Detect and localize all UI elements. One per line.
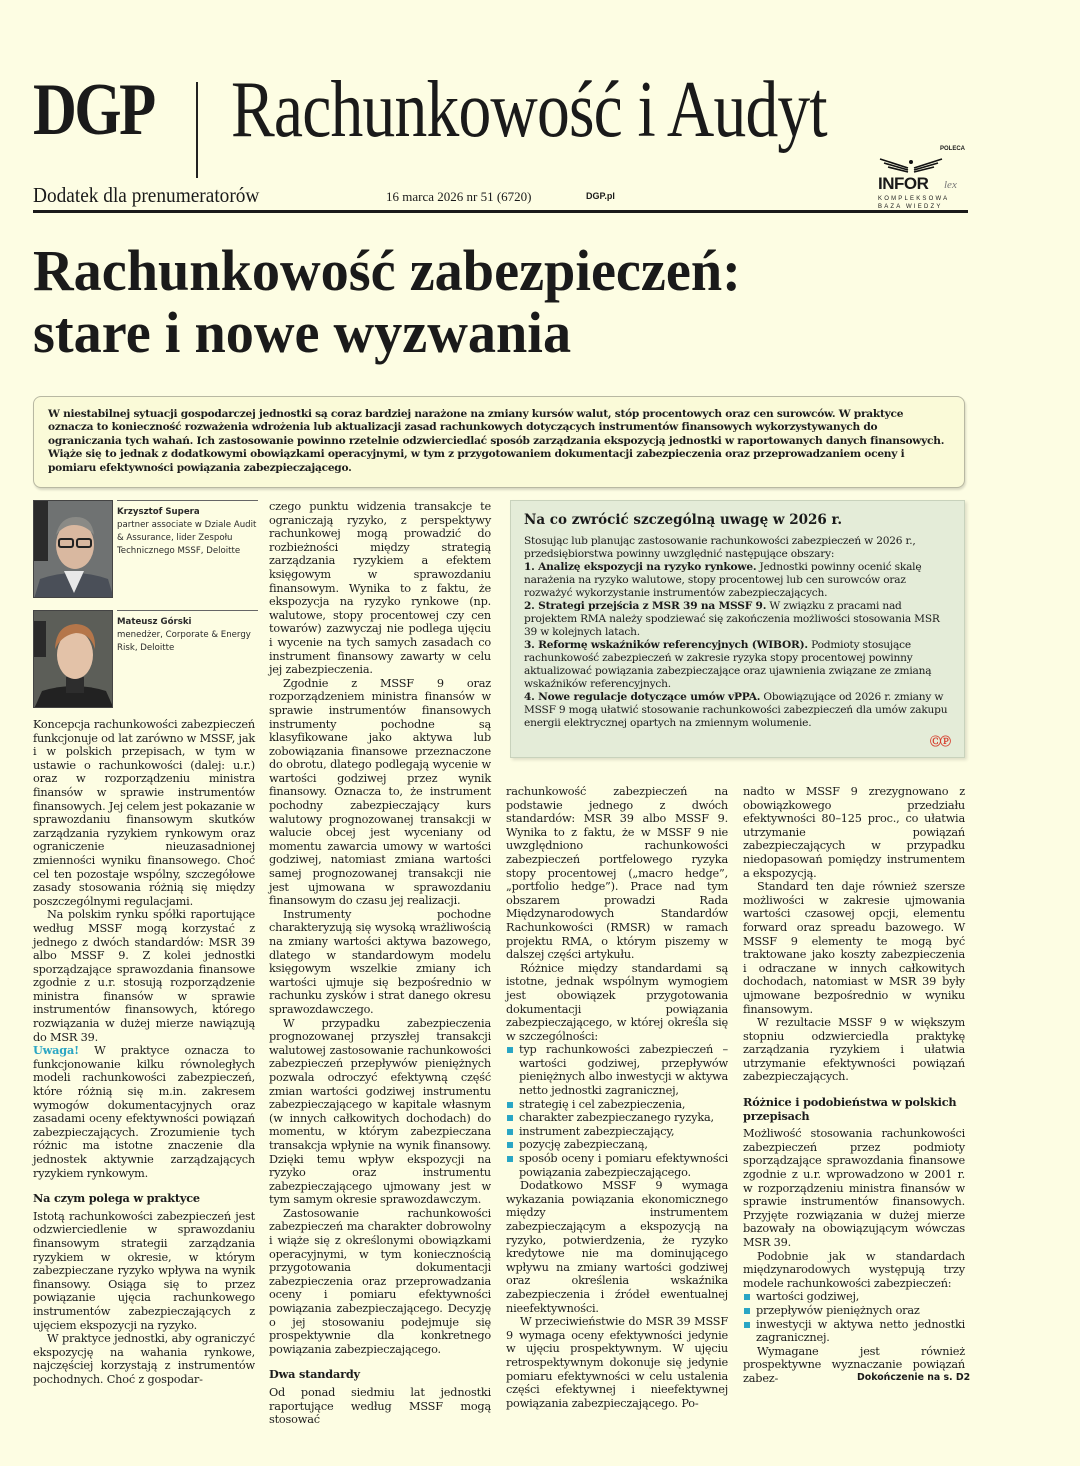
- callout-intro: Stosując lub planując zastosowanie rachunkowości zabezpieczeń w 2026 r., przedsiębiorstwa powinny uwzględnić następujące obszary:: [524, 535, 916, 560]
- list-item: instrument zabezpieczający,: [506, 1125, 728, 1139]
- poleca-label: POLECA: [939, 146, 965, 152]
- infor-name: INFOR: [878, 174, 929, 193]
- paragraph: W rezultacie MSSF 9 w większym stopniu odzwierciedla praktykę zarządzania ryzykiem i ułatwia utrzymanie efektywności powiązań zabezpieczających.: [743, 1016, 965, 1084]
- callout-item: 2. Strategi przejścia z MSR 39 na MSSF 9. W związku z pracami nad projektem RMA należy spodziewać się zakończenia możliwości stosowania MSR 39 w kolejnych latach.: [524, 600, 940, 638]
- paragraph: Na polskim rynku spółki raportujące według MSSF mogą korzystać z jednego z dwóch standardów: MSR 39 albo MSSF 9. Z kolei jednostki sporządzające sprawozdania finansowe zgodnie z u.r. stosują rozporządzenie ministra finansów w sprawie instrumentów finansowych, którego rozwiązania w dużej mierze nawiązują do MSR 39.: [33, 908, 255, 1044]
- issue-date: 16 marca 2026 nr 51 (6720): [386, 189, 532, 204]
- article-column-3: [506, 785, 728, 1410]
- author-photo: [33, 610, 113, 708]
- lex-suffix: lex: [944, 179, 957, 191]
- masthead-divider: [196, 82, 198, 178]
- list-item: przepływów pieniężnych oraz: [743, 1304, 965, 1318]
- author-info: [117, 500, 258, 558]
- paragraph: Możliwość stosowania rachunkowości zabezpieczeń przez podmioty sporządzające sprawozdania finansowe zgodnie z u.r. wprowadzono w 2001 r. w rozporządzeniu ministra finansów w sprawie instrumentów finansowych. Przyjęte rozwiązania w dużej mierze bazowały na obowiązującym wówczas MSR 39.: [743, 1127, 965, 1249]
- paragraph: W przeciwieństwie do MSR 39 MSSF 9 wymaga oceny efektywności jedynie w ujęciu prospektywnym. W ujęciu retrospektywnym dokonuje się jedynie pomiaru efektywności w celu ustalenia części efektywnej i nieefektywnej powiązania zabezpieczającego. Po-: [506, 1315, 728, 1410]
- paragraph: Uwaga! W praktyce oznacza to funkcjonowanie kilku równoległych modeli rachunkowości zabezpieczeń, które różnią się m.in. zakresem wymogów dokumentacyjnych oraz zasadami oceny efektywności powiązań zabezpieczających. Zrozumienie tych różnic ma istotne znaczenie dla jednostek aktywnie zarządzających ryzykiem rynkowym.: [33, 1043, 255, 1180]
- paragraph: Różnice między standardami są istotne, jednak wspólnym wymogiem jest obowiązek przygotowania dokumentacji powiązania zabezpieczającego, w której określa się w szczególności:: [506, 961, 728, 1043]
- article-column-4: [743, 785, 965, 1386]
- portrait-icon: [34, 611, 113, 708]
- website-link[interactable]: DGP.pl: [586, 191, 615, 201]
- paragraph: Koncepcja rachunkowości zabezpieczeń funkcjonuje od lat zarówno w MSSF, jak i w polskich przepisach, w tym w ustawie o rachunkowości (dalej: u.r.) oraz w rozporządzeniu ministra finansów w sprawie instrumentów finansowych. Jej celem jest pokazanie w sprawozdaniu finansowym skutków zarządzania ryzykiem rynkowym oraz ograniczenie nieuzasadnionej zmienności wyniku finansowego. Choć cel ten pozostaje wspólny, szczegółowe zasady stosowania różnią się między poszczególnymi regulacjami.: [33, 718, 255, 908]
- paragraph: Standard ten daje również szersze możliwości w zakresie ujmowania wartości czasowej opcji, elementu forward oraz spreadu bazowego. W MSSF 9 elementy te mogą być traktowane jako koszty zabezpieczenia i odraczane w innych całkowitych dochodach, natomiast w MSR 39 były ujmowane bezpośrednio w wyniku finansowym.: [743, 880, 965, 1016]
- masthead: [33, 66, 973, 154]
- section-heading: Różnice i podobieństwa w polskich przepisach: [743, 1095, 957, 1123]
- section-title: Rachunkowość i Audyt: [231, 66, 827, 154]
- article-headline: Rachunkowość zabezpieczeń: stare i nowe wyzwania: [33, 238, 741, 365]
- paragraph: Od ponad siedmiu lat jednostki raportujące według MSSF mogą stosować: [269, 1386, 491, 1427]
- paragraph: Zgodnie z MSSF 9 oraz rozporządzeniem ministra finansów w sprawie instrumentów finansowych instrumenty pochodne są klasyfikowane jako aktywa lub zobowiązania finansowe przeznaczone do obrotu, dlatego podlegają wycenie w wartości godziwej przez wynik finansowy. Oznacza to, że instrument pochodny zabezpieczający kurs walutowy prognozowanej transakcji w walucie obcej jest wyceniany od momentu zawarcia umowy w wartości godziwej, natomiast zmiana wartości samej prognozowanej transakcji nie jest ujmowana w sprawozdaniu finansowym do czasu jej realizacji.: [269, 676, 491, 908]
- bullet-list: [506, 1043, 728, 1179]
- author-card: [33, 610, 258, 708]
- continuation-note: Dokończenie na s. D2: [857, 1372, 971, 1383]
- paragraph: W praktyce jednostki, aby ograniczyć ekspozycję na wahania rynkowe, najczęściej korzystają z instrumentów pochodnych. Choć z gospodar-: [33, 1332, 255, 1386]
- article-column-2: [269, 500, 491, 1427]
- author-name: Mateusz Górski: [117, 617, 192, 627]
- section-heading: Dwa standardy: [269, 1367, 360, 1382]
- article-lead-box: [33, 396, 965, 488]
- paragraph: nadto w MSSF 9 zrezygnowano z obowiązkowego przedziału efektywności 80–125 proc., co ułatwia utrzymanie powiązań zabezpieczających w przypadku niedopasowań pomiędzy instrumentem a ekspozycją.: [743, 785, 965, 880]
- callout-item: 4. Nowe regulacje dotyczące umów vPPA. Obowiązujące od 2026 r. zmiany w MSSF 9 mogą ułatwić stosowanie rachunkowości zabezpieczeń dla umów zakupu energii elektrycznej opartych na zmiennym wolumenie.: [524, 691, 948, 729]
- paragraph: Podobnie jak w standardach międzynarodowych występują trzy modele rachunkowości zabezpieczeń:: [743, 1249, 965, 1290]
- article-column-1: [33, 718, 255, 1387]
- paragraph: Instrumenty pochodne charakteryzują się wysoką wrażliwością na zmiany wartości aktywa bazowego, dlatego w standardowym modelu księgowym wszelkie zmiany ich wartości ujmuje się bezpośrednio w rachunku zysków i strat danego okresu sprawozdawczego.: [269, 907, 491, 1016]
- paragraph: Dodatkowo MSSF 9 wymaga wykazania powiązania ekonomicznego między instrumentem zabezpieczającym a ekspozycją na ryzyko, potwierdzenia, że ryzyko kredytowe nie ma dominującego wpływu na zmiany wartości godziwej oraz określenia wskaźnika zabezpieczenia i źródeł ewentualnej nieefektywności.: [506, 1179, 728, 1315]
- author-role: menedżer, Corporate & Energy Risk, Deloitte: [117, 630, 251, 653]
- callout-title: Na co zwrócić szczególną uwagę w 2026 r.: [524, 512, 843, 528]
- list-item: charakter zabezpieczanego ryzyka,: [506, 1111, 728, 1125]
- paragraph: Istotą rachunkowości zabezpieczeń jest odzwierciedlenie w sprawozdaniu finansowym strategii zarządzania ryzykiem w okresie, w którym zabezpieczane ryzyko wpływa na wynik finansowy. Osiąga się to przez powiązanie ujęcia rachunkowego instrumentów zabezpieczających z ujęciem ekspozycji na ryzyko.: [33, 1209, 255, 1332]
- bullet-list: [743, 1290, 965, 1344]
- callout-item: 3. Reformę wskaźników referencyjnych (WIBOR). Podmioty stosujące rachunkowość zabezpieczeń w zakresie ryzyka stopy procentowej powinny aktualizować powiązania zabezpieczające oraz ujawnienia związane ze zmianą wskaźników referencyjnych.: [524, 639, 932, 690]
- brand-logo: DGP: [33, 69, 154, 151]
- infor-lex-logo: [876, 146, 968, 212]
- author-photo: [33, 500, 113, 598]
- paragraph: czego punktu widzenia transakcje te ograniczają ryzyko, z perspektywy rachunkowej mogą prowadzić do rozbieżności między strategią zarządzania ryzykiem a efektem księgowym w sprawozdaniu finansowym. Wynika to z faktu, że ekspozycja na ryzyko rynkowe (np. walutowe, stopy procentowej czy cen towarów) zazwyczaj nie podlega ujęciu i wycenie na tych samych zasadach co instrument finansowy zawarty w celu jej zabezpieczenia.: [269, 500, 491, 677]
- paragraph: Zastosowanie rachunkowości zabezpieczeń ma charakter dobrowolny i wiąże się z określonymi obowiązkami operacyjnymi, w tym koniecznością przygotowania dokumentacji zabezpieczenia oraz przeprowadzania oceny i pomiaru efektywności powiązania zabezpieczającego. Decyzję o jej stosowaniu podejmuje się prospektywnie dla konkretnego powiązania zabezpieczającego.: [269, 1206, 491, 1356]
- infor-tagline: KOMPLEKSOWA BAZA WIEDZY: [878, 196, 950, 210]
- author-role: partner associate w Dziale Audit & Assurance, lider Zespołu Technicznego MSSF, Deloitte: [117, 520, 257, 556]
- author-info: [117, 610, 258, 655]
- masthead-rule: [33, 210, 968, 213]
- issue-line: [33, 183, 968, 209]
- paragraph: rachunkowość zabezpieczeń na podstawie jednego z dwóch standardów: MSR 39 albo MSSF 9. Wynika to z faktu, że w MSSF 9 nie uwzględniono rachunkowości zabezpieczeń portfelowego ryzyka stopy procentowej („macro hedge”, „portfolio hedge”). Prace nad tym obszarem prowadzi Rada Międzynarodowych Standardów Rachunkowości (RMSR) w ramach projektu RMA, o którym piszemy w dalszej części artykułu.: [506, 785, 728, 962]
- copyright-icon: ⒸⓅ: [930, 735, 950, 748]
- list-item: wartości godziwej,: [743, 1290, 965, 1304]
- list-item: pozycję zabezpieczaną,: [506, 1138, 728, 1152]
- list-item: typ rachunkowości zabezpieczeń – wartości godziwej, przepływów pieniężnych albo inwestycji w aktywa netto jednostki zagranicznej,: [506, 1043, 728, 1097]
- portrait-icon: [34, 501, 113, 598]
- paragraph: Wymagane jest również prospektywne wyznaczanie powiązań zabez-: [743, 1344, 965, 1385]
- callout-box: [510, 500, 965, 758]
- callout-item: 1. Analizę ekspozycji na ryzyko rynkowe. Jednostki powinny ocenić skalę narażenia na ryzyko walutowe, stopy procentowej lub cen surowców oraz rozważyć wykorzystanie instrumentów zabezpieczających.: [524, 561, 922, 599]
- author-name: Krzysztof Supera: [117, 507, 200, 517]
- uwaga-label: Uwaga!: [33, 1043, 79, 1058]
- list-item: sposób oceny i pomiaru efektywności powiązania zabezpieczającego.: [506, 1152, 728, 1179]
- section-heading: Na czym polega w praktyce: [33, 1191, 200, 1206]
- supplement-label: Dodatek dla prenumeratorów: [33, 183, 260, 207]
- wings-icon: [878, 156, 944, 174]
- paragraph: W przypadku zabezpieczenia prognozowanej przyszłej transakcji walutowej zastosowanie rachunkowości zabezpieczeń przepływów pieniężnych pozwala odroczyć efektywną część zmian wartości godziwej instrumentu zabezpieczającego w kapitale własnym (w innych całkowitych dochodach) do momentu, w którym zabezpieczana transakcja wpłynie na wynik finansowy. Dzięki temu wpływ ekspozycji na ryzyko oraz instrumentu zabezpieczającego ujmowany jest w tym samym okresie sprawozdawczym.: [269, 1016, 491, 1207]
- list-item: strategię i cel zabezpieczenia,: [506, 1098, 728, 1112]
- author-card: [33, 500, 258, 598]
- article-lead: W niestabilnej sytuacji gospodarczej jednostki są coraz bardziej narażone na zmiany kursów walut, stóp procentowych oraz cen surowców. W praktyce oznacza to konieczność rozważenia wdrożenia lub aktualizacji zasad rachunkowych dotyczących instrumentów finansowych wykorzystywanych do ograniczania tych wahań. Ich zastosowanie powinno rzetelnie odzwierciedlać sposób zarządzania ekspozycją jednostki w raportowanych danych finansowych. Wiąże się to jednak z dodatkowymi obowiązkami operacyjnymi, w tym z przygotowaniem dokumentacji zabezpieczenia oraz przeprowadzaniem oceny i pomiaru efektywności powiązania zabezpieczającego.: [48, 408, 945, 474]
- list-item: inwestycji w aktywa netto jednostki zagranicznej.: [743, 1318, 965, 1345]
